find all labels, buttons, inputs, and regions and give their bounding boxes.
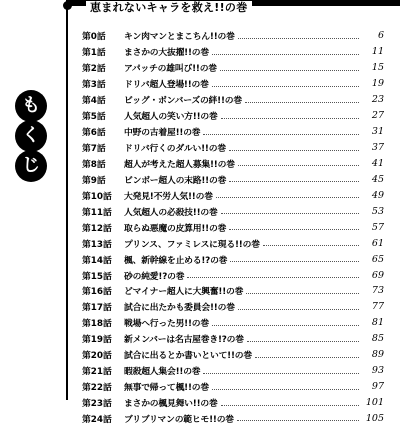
episode-number: 第16話 xyxy=(82,284,124,297)
episode-number: 第10話 xyxy=(82,189,124,202)
page-number: 85 xyxy=(362,333,384,344)
page-number: 31 xyxy=(362,126,384,137)
leader-dots xyxy=(229,180,359,182)
page-number: 19 xyxy=(362,78,384,89)
episode-title: 人気超人の必殺技!!の巻 xyxy=(124,205,218,218)
leader-dots xyxy=(221,117,359,119)
episode-title: ドリバ超人登場!!の巻 xyxy=(124,77,209,90)
page-number: 105 xyxy=(362,413,384,424)
page-number: 49 xyxy=(362,190,384,201)
leader-dots xyxy=(238,37,359,39)
leader-dots xyxy=(246,292,359,294)
toc-entry[interactable] xyxy=(82,315,384,331)
leader-dots xyxy=(221,404,359,406)
episode-title: 砂の純愛!?の巻 xyxy=(124,269,184,282)
episode-number: 第13話 xyxy=(82,237,124,250)
episode-title: 人気超人の笑い方!!の巻 xyxy=(124,109,218,122)
episode-number: 第1話 xyxy=(82,45,124,58)
episode-number: 第23話 xyxy=(82,396,124,409)
toc-entry[interactable] xyxy=(82,363,384,379)
episode-number: 第7話 xyxy=(82,141,124,154)
toc-entry[interactable] xyxy=(82,219,384,235)
leader-dots xyxy=(220,69,359,71)
leader-dots xyxy=(221,212,359,214)
toc-entry[interactable] xyxy=(82,347,384,363)
episode-number: 第22話 xyxy=(82,380,124,393)
toc-entry[interactable] xyxy=(82,124,384,140)
mokuji-char: も xyxy=(15,90,47,122)
leader-dots xyxy=(238,164,359,166)
episode-number: 第21話 xyxy=(82,364,124,377)
episode-title: ビンボー超人の末路!!の巻 xyxy=(124,173,226,186)
page-number: 6 xyxy=(362,30,384,41)
header-title: 恵まれないキャラを救え!!の巻 xyxy=(86,1,252,15)
episode-title: 戦場へ行った男!!の巻 xyxy=(124,316,209,329)
toc-entry[interactable] xyxy=(82,235,384,251)
leader-dots xyxy=(247,340,359,342)
episode-number: 第20話 xyxy=(82,348,124,361)
toc-entry[interactable] xyxy=(82,331,384,347)
mokuji-char: じ xyxy=(15,150,47,182)
toc-entry[interactable] xyxy=(82,283,384,299)
page-number: 97 xyxy=(362,381,384,392)
episode-title: 大発見!不労人気!!の巻 xyxy=(124,189,213,202)
episode-title: 試合に出るとか書いといて!!の巻 xyxy=(124,348,252,361)
episode-title: どマイナー超人に大興奮!!の巻 xyxy=(124,284,243,297)
episode-title: ブリブリマンの範ヒモ!!の巻 xyxy=(124,412,234,425)
toc-entry[interactable] xyxy=(82,379,384,395)
leader-dots xyxy=(212,53,359,55)
page-number: 101 xyxy=(362,397,384,408)
leader-dots xyxy=(203,133,359,135)
toc-entry[interactable] xyxy=(82,140,384,156)
toc-entry[interactable] xyxy=(82,411,384,426)
toc-entry[interactable] xyxy=(82,92,384,108)
episode-title: 取らぬ悪魔の皮算用!!の巻 xyxy=(124,221,226,234)
episode-title: 楓、新幹線を止める!?の巻 xyxy=(124,253,227,266)
page-number: 57 xyxy=(362,222,384,233)
mokuji-label xyxy=(15,90,49,180)
toc-entry[interactable] xyxy=(82,395,384,411)
leader-dots xyxy=(203,372,359,374)
page-number: 41 xyxy=(362,158,384,169)
mokuji-char: く xyxy=(15,120,47,152)
table-of-contents xyxy=(82,28,384,426)
page-number: 11 xyxy=(362,46,384,57)
page-number: 45 xyxy=(362,174,384,185)
leader-dots xyxy=(229,228,359,230)
page-number: 37 xyxy=(362,142,384,153)
page-number: 73 xyxy=(362,285,384,296)
episode-number: 第3話 xyxy=(82,77,124,90)
toc-entry[interactable] xyxy=(82,251,384,267)
page-number: 27 xyxy=(362,110,384,121)
episode-number: 第6話 xyxy=(82,125,124,138)
toc-entry[interactable] xyxy=(82,171,384,187)
page-number: 93 xyxy=(362,365,384,376)
leader-dots xyxy=(263,244,359,246)
page-number: 61 xyxy=(362,238,384,249)
episode-number: 第0話 xyxy=(82,29,124,42)
leader-dots xyxy=(212,324,359,326)
episode-title: 中野の古着屋!!の巻 xyxy=(124,125,200,138)
episode-number: 第2話 xyxy=(82,61,124,74)
vertical-rule xyxy=(66,6,68,400)
leader-dots xyxy=(238,308,359,310)
episode-title: まさかの楓見舞い!!の巻 xyxy=(124,396,218,409)
toc-entry[interactable] xyxy=(82,203,384,219)
page-number: 15 xyxy=(362,62,384,73)
leader-dots xyxy=(187,276,359,278)
page-number: 69 xyxy=(362,270,384,281)
episode-title: 無事で帰って楓!!の巻 xyxy=(124,380,209,393)
leader-dots xyxy=(216,196,359,198)
toc-entry[interactable] xyxy=(82,156,384,172)
episode-title: プリンス、ファミレスに現る!!の巻 xyxy=(124,237,260,250)
toc-entry[interactable] xyxy=(82,28,384,44)
page-number: 89 xyxy=(362,349,384,360)
leader-dots xyxy=(237,419,359,421)
episode-title: キン肉マンとまこちん!!の巻 xyxy=(124,29,235,42)
episode-number: 第18話 xyxy=(82,316,124,329)
page-number: 53 xyxy=(362,206,384,217)
episode-title: ビッグ・ボンバーズの絆!!の巻 xyxy=(124,93,242,106)
episode-number: 第14話 xyxy=(82,253,124,266)
leader-dots xyxy=(229,149,359,151)
toc-entry[interactable] xyxy=(82,187,384,203)
episode-number: 第4話 xyxy=(82,93,124,106)
leader-dots xyxy=(230,260,359,262)
toc-entry[interactable] xyxy=(82,60,384,76)
episode-title: 超人が考えた超人募集!!の巻 xyxy=(124,157,235,170)
leader-dots xyxy=(255,356,359,358)
episode-title: 新メンバーは名古屋巻き!?の巻 xyxy=(124,332,244,345)
episode-number: 第12話 xyxy=(82,221,124,234)
leader-dots xyxy=(212,388,359,390)
toc-entry[interactable] xyxy=(82,108,384,124)
episode-number: 第15話 xyxy=(82,269,124,282)
page-number: 81 xyxy=(362,317,384,328)
leader-dots xyxy=(212,85,359,87)
episode-title: まさかの大抜擢!!の巻 xyxy=(124,45,209,58)
page-number: 23 xyxy=(362,94,384,105)
toc-entry[interactable] xyxy=(82,44,384,60)
episode-title: アパッチの雄叫び!!の巻 xyxy=(124,61,217,74)
episode-number: 第24話 xyxy=(82,412,124,425)
episode-number: 第8話 xyxy=(82,157,124,170)
episode-title: 暇殺超人集会!!の巻 xyxy=(124,364,200,377)
episode-number: 第5話 xyxy=(82,109,124,122)
episode-number: 第11話 xyxy=(82,205,124,218)
toc-entry[interactable] xyxy=(82,299,384,315)
episode-title: 試合に出たかも委員会!!の巻 xyxy=(124,300,235,313)
leader-dots xyxy=(245,101,359,103)
toc-entry[interactable] xyxy=(82,76,384,92)
episode-title: ドリバ行くのダルい!!の巻 xyxy=(124,141,226,154)
page-number: 77 xyxy=(362,301,384,312)
episode-number: 第17話 xyxy=(82,300,124,313)
episode-number: 第19話 xyxy=(82,332,124,345)
toc-entry[interactable] xyxy=(82,267,384,283)
episode-number: 第9話 xyxy=(82,173,124,186)
page-number: 65 xyxy=(362,254,384,265)
